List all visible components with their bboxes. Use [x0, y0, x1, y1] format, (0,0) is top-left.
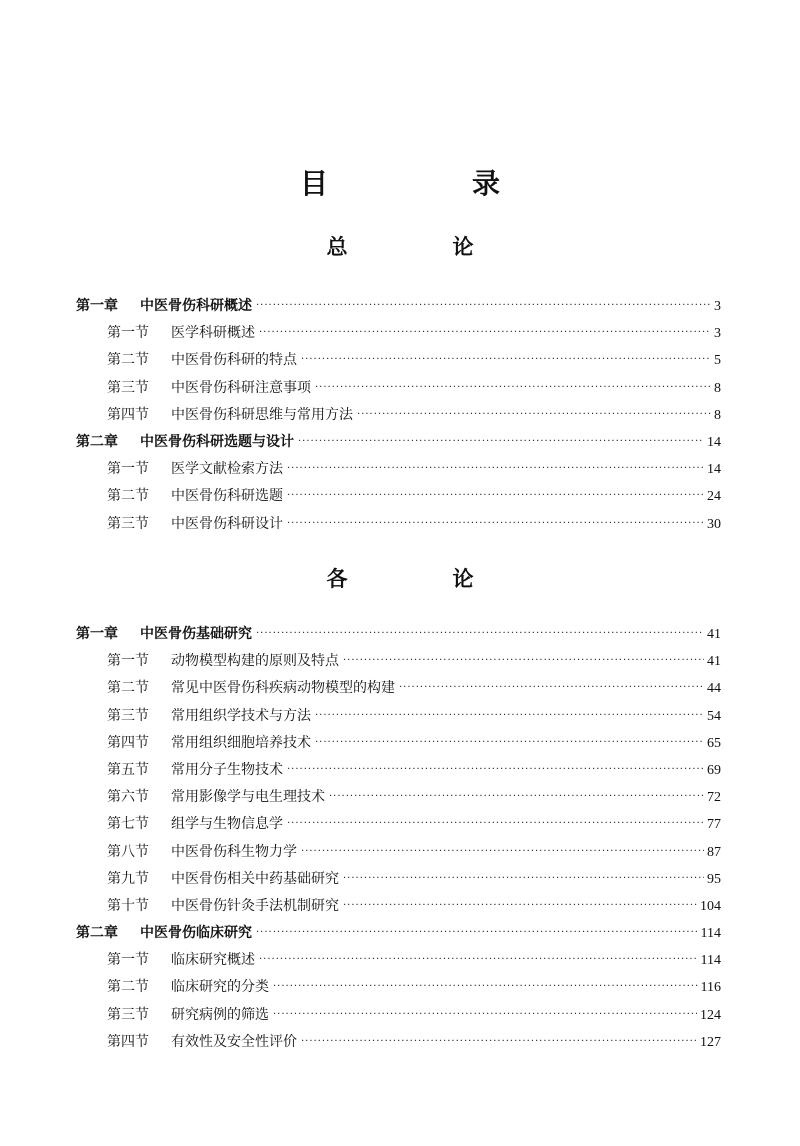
toc-entry-number: 第四节 [107, 1033, 149, 1050]
toc-page-number: 41 [707, 654, 721, 670]
toc-section-entry[interactable] [76, 675, 721, 702]
toc-section-entry[interactable] [76, 456, 721, 483]
toc-entry-number: 第九节 [107, 870, 149, 887]
toc-entry-number: 第二节 [107, 979, 149, 996]
toc-section-entry[interactable] [76, 784, 721, 811]
toc-entry-title: 中医骨伤针灸手法机制研究 [171, 897, 339, 914]
toc-page-number: 54 [707, 708, 721, 724]
toc-entry-title: 中医骨伤科研选题 [171, 488, 283, 505]
toc-entry-title: 动物模型构建的原则及特点 [171, 653, 339, 670]
toc-section-entry[interactable] [76, 757, 721, 784]
toc-dot-leader [315, 729, 704, 756]
toc-entry-number: 第五节 [107, 761, 149, 778]
toc-dot-leader [315, 374, 711, 401]
toc-section-entry[interactable] [76, 511, 721, 538]
toc-dot-leader [301, 1028, 697, 1055]
toc-dot-leader [343, 647, 704, 674]
toc-page-number: 30 [707, 516, 721, 532]
toc-page-number: 72 [707, 790, 721, 806]
toc-entry-number: 第一章 [76, 626, 118, 642]
toc-page-number: 41 [707, 627, 721, 642]
toc-entry-title: 中医骨伤临床研究 [140, 925, 252, 942]
toc-dot-leader [399, 674, 704, 701]
toc-entry-title: 有效性及安全性评价 [171, 1033, 297, 1050]
toc-dot-leader [287, 455, 704, 482]
toc-page-number: 5 [714, 353, 721, 369]
toc-entry-title: 常用影像学与电生理技术 [171, 789, 325, 806]
toc-entry-number: 第七节 [107, 816, 149, 833]
toc-section-entry[interactable] [76, 947, 721, 974]
toc-list-general [76, 293, 721, 538]
toc-section-entry[interactable] [76, 811, 721, 838]
toc-chapter-entry[interactable] [76, 293, 721, 320]
toc-entry-number: 第三节 [107, 1006, 149, 1023]
toc-entry-number: 第二节 [107, 488, 149, 505]
toc-page-number: 3 [714, 326, 721, 342]
toc-page-number: 65 [707, 735, 721, 751]
toc-dot-leader [287, 482, 704, 509]
toc-entry-title: 常见中医骨伤科疾病动物模型的构建 [171, 680, 395, 697]
toc-entry-number: 第十节 [107, 897, 149, 914]
part-title-specific: 各 论 [326, 566, 516, 591]
toc-entry-title: 中医骨伤相关中药基础研究 [171, 870, 339, 887]
toc-entry-title: 临床研究概述 [171, 952, 255, 969]
toc-section-entry[interactable] [76, 483, 721, 510]
toc-section-entry[interactable] [76, 839, 721, 866]
toc-list-specific [76, 621, 721, 1056]
toc-dot-leader [273, 1001, 697, 1028]
toc-section-entry[interactable] [76, 648, 721, 675]
toc-entry-number: 第二节 [107, 680, 149, 697]
toc-page-number: 114 [700, 953, 721, 969]
toc-section-entry[interactable] [76, 375, 721, 402]
toc-entry-title: 中医骨伤科研的特点 [171, 352, 297, 369]
toc-page-number: 8 [714, 407, 721, 423]
toc-entry-title: 中医骨伤科生物力学 [171, 843, 297, 860]
toc-entry-number: 第一节 [107, 653, 149, 670]
toc-dot-leader [301, 346, 711, 373]
toc-page-number: 114 [700, 926, 721, 942]
toc-section-entry[interactable] [76, 703, 721, 730]
toc-entry-number: 第八节 [107, 843, 149, 860]
toc-section-entry[interactable] [76, 1002, 721, 1029]
toc-page-number: 116 [700, 980, 721, 996]
toc-entry-number: 第三节 [107, 379, 149, 396]
toc-dot-leader [259, 319, 711, 346]
toc-page-number: 3 [714, 299, 721, 314]
toc-entry-title: 组学与生物信息学 [171, 816, 283, 833]
toc-entry-number: 第三节 [107, 707, 149, 724]
toc-section-entry[interactable] [76, 402, 721, 429]
toc-page-number: 8 [714, 380, 721, 396]
toc-entry-number: 第二节 [107, 352, 149, 369]
toc-entry-title: 中医骨伤科研注意事项 [171, 379, 311, 396]
toc-entry-number: 第二章 [76, 925, 118, 942]
page-title: 目 录 [299, 167, 558, 200]
toc-entry-number: 第六节 [107, 789, 149, 806]
toc-dot-leader [315, 702, 704, 729]
toc-section-entry[interactable] [76, 730, 721, 757]
toc-dot-leader [287, 510, 704, 537]
toc-entry-title: 常用组织学技术与方法 [171, 707, 311, 724]
toc-dot-leader [298, 428, 704, 455]
toc-page-number: 69 [707, 762, 721, 778]
toc-entry-title: 医学文献检索方法 [171, 461, 283, 478]
toc-entry-title: 研究病例的筛选 [171, 1006, 269, 1023]
toc-entry-number: 第四节 [107, 734, 149, 751]
toc-entry-number: 第一节 [107, 325, 149, 342]
toc-dot-leader [343, 865, 704, 892]
toc-entry-number: 第四节 [107, 406, 149, 423]
toc-dot-leader [287, 810, 704, 837]
toc-dot-leader [343, 892, 697, 919]
toc-entry-title: 医学科研概述 [171, 325, 255, 342]
toc-dot-leader [259, 946, 698, 973]
toc-page-number: 44 [707, 681, 721, 697]
toc-dot-leader [256, 919, 698, 946]
toc-section-entry[interactable] [76, 893, 721, 920]
toc-entry-title: 中医骨伤科研选题与设计 [140, 433, 294, 450]
toc-section-entry[interactable] [76, 866, 721, 893]
toc-chapter-entry[interactable] [76, 920, 721, 947]
toc-entry-number: 第三节 [107, 515, 149, 532]
toc-dot-leader [287, 756, 704, 783]
toc-page-number: 14 [707, 434, 721, 450]
toc-entry-title: 中医骨伤科研设计 [171, 515, 283, 532]
toc-section-entry[interactable] [76, 347, 721, 374]
toc-entry-title: 中医骨伤科研思维与常用方法 [171, 406, 353, 423]
toc-entry-number: 第二章 [76, 433, 118, 450]
toc-page-number: 104 [700, 898, 721, 914]
toc-entry-number: 第一节 [107, 461, 149, 478]
toc-chapter-entry[interactable] [76, 621, 721, 648]
toc-entry-title: 常用分子生物技术 [171, 761, 283, 778]
toc-entry-number: 第一节 [107, 952, 149, 969]
toc-dot-leader [256, 292, 711, 319]
toc-chapter-entry[interactable] [76, 429, 721, 456]
toc-entry-title: 中医骨伤科研概述 [140, 298, 252, 314]
toc-page-number: 127 [700, 1034, 721, 1050]
toc-section-entry[interactable] [76, 974, 721, 1001]
part-title-general: 总 论 [326, 234, 516, 259]
toc-section-entry[interactable] [76, 320, 721, 347]
toc-entry-title: 中医骨伤基础研究 [140, 626, 252, 642]
toc-dot-leader [301, 838, 704, 865]
toc-entry-title: 临床研究的分类 [171, 979, 269, 996]
toc-dot-leader [256, 620, 704, 647]
toc-page-number: 124 [700, 1007, 721, 1023]
toc-page-number: 14 [707, 462, 721, 478]
toc-page-number: 87 [707, 844, 721, 860]
toc-dot-leader [273, 973, 698, 1000]
toc-entry-number: 第一章 [76, 298, 118, 314]
toc-dot-leader [357, 401, 711, 428]
toc-page-number: 77 [707, 817, 721, 833]
toc-page-number: 95 [707, 871, 721, 887]
toc-page-number: 24 [707, 489, 721, 505]
toc-dot-leader [329, 783, 704, 810]
toc-section-entry[interactable] [76, 1029, 721, 1056]
toc-entry-title: 常用组织细胞培养技术 [171, 734, 311, 751]
